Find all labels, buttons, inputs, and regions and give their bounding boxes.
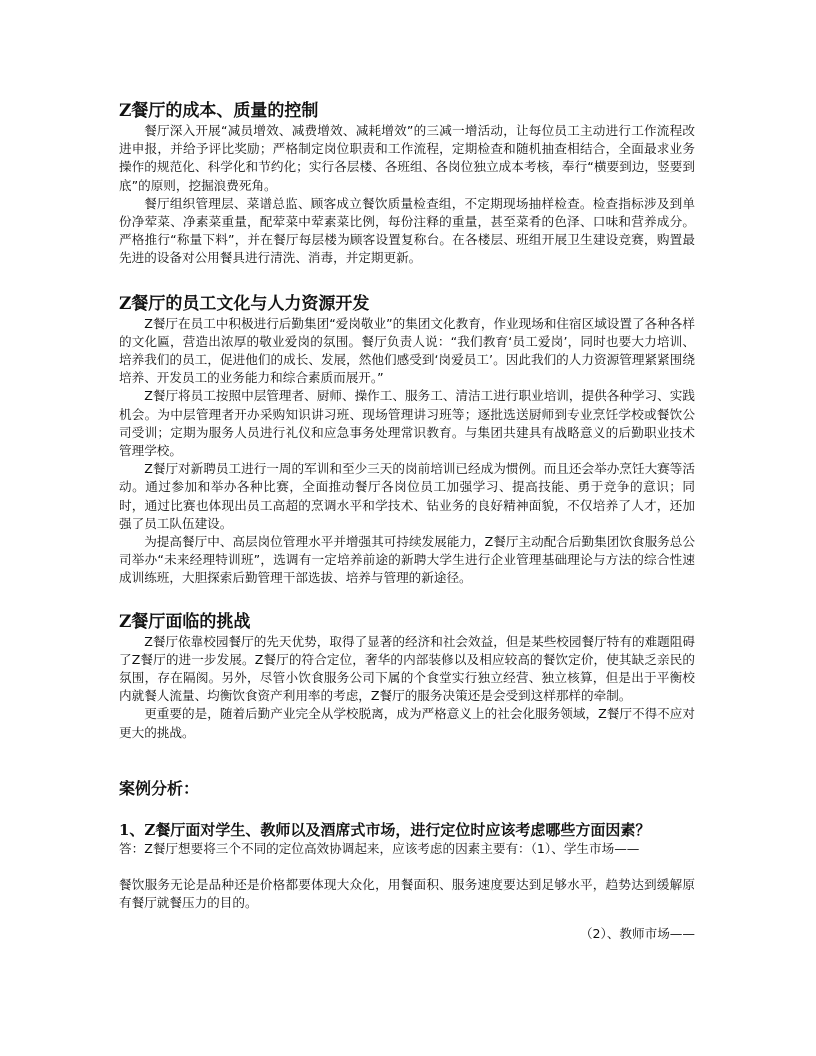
paragraph: 餐厅组织管理层、菜谱总监、顾客成立餐饮质量检查组，不定期现场抽样检查。检查指标涉及到单份净荤菜、净素菜重量，配荤菜中荤素菜比例，每份注释的重量，甚至菜肴的色泽、口味和营养成分。严格推行“称量下料”，并在餐厅每层楼为顾客设置复称台。在各楼层、班组开展卫生建设竞赛，购置最先进的设备对公用餐具进行清洗、消毒，并定期更新。 [119,195,695,266]
paragraph: Z餐厅对新聘员工进行一周的军训和至少三天的岗前培训已经成为惯例。而且还会举办烹饪大赛等活动。通过参加和举办各种比赛，全面推动餐厅各岗位员工加强学习、提高技能、勇于竞争的意识；同时，通过比赛也体现出员工高超的烹调水平和学技术、钻业务的良好精神面貌，不仅培养了人才，还加强了员工队伍建设。 [119,461,695,531]
case-analysis-heading: 案例分析： [119,778,200,798]
section-heading-challenges: Z餐厅面临的挑战 [119,611,251,632]
paragraph: 更重要的是，随着后勤产业完全从学校脱离，成为严格意义上的社会化服务领域，Z餐厅不得不应对更大的挑战。 [119,706,695,740]
section-heading-cost-quality: Z餐厅的成本、质量的控制 [119,101,319,121]
paragraph: 餐厅深入开展“减员增效、减费增效、减耗增效”的三减一增活动，让每位员工主动进行工作流程改进申报，并给予评比奖励；严格制定岗位职责和工作流程，定期检查和随机抽查相结合，全面最求业务操作的规范化、科学化和节约化；实行各层楼、各班组、各岗位独立成本考核，奉行“横要到边，竖要到底”的原则，挖掘浪费死角。 [119,123,695,193]
section-heading-staff-culture: Z餐厅的员工文化与人力资源开发 [119,293,370,314]
answer-intro: 答：Z餐厅想要将三个不同的定位高效协调起来，应该考虑的因素主要有：（1）、学生市场—— [119,840,640,856]
paragraph: Z餐厅将员工按照中层管理者、厨师、操作工、服务工、清洁工进行职业培训，提供各种学习、实践机会。为中层管理者开办采购知识讲习班、现场管理讲习班等；逐批选送厨师到专业烹饪学校或餐饮公司受训；定期为服务人员进行礼仪和应急事务处理常识教育。与集团共建具有战略意义的后勤职业技术管理学校。 [119,388,695,459]
document-page [119,96,695,943]
question-heading: 1、Z餐厅面对学生、教师以及酒席式市场，进行定位时应该考虑哪些方面因素？ [119,820,651,839]
paragraph: 为提高餐厅中、高层岗位管理水平并增强其可持续发展能力，Z餐厅主动配合后勤集团饮食服务总公司举办“未来经理特训班”，选调有一定培养前途的新聘大学生进行企业管理基础理论与方法的综合性速成训练班，大胆探索后勤管理干部选拔、培养与管理的新途径。 [119,534,695,586]
paragraph: Z餐厅依靠校园餐厅的先天优势，取得了显著的经济和社会效益，但是某些校园餐厅特有的难题阻碍了Z餐厅的进一步发展。Z餐厅的符合定位，奢华的内部装修以及相应较高的餐饮定价，使其缺乏亲民的氛围，存在隔阂。另外，尽管小饮食服务公司下属的个食堂实行独立经营、独立核算，但是出于平衡校内就餐人流量、均衡饮食资产利用率的考虑，Z餐厅的服务决策还是会受到这样那样的牵制。 [119,633,695,704]
answer-paragraph: 餐饮服务无论是品种还是价格都要体现大众化，用餐面积、服务速度要达到足够水平，趋势达到缓解原有餐厅就餐压力的目的。 [119,877,695,911]
paragraph: Z餐厅在员工中积极进行后勤集团“爱岗敬业”的集团文化教育，作业现场和住宿区域设置了各种各样的文化匾，营造出浓厚的敬业爱岗的氛围。餐厅负责人说：“我们教育‘员工爱岗’，同时也要大力培训、培养我们的员工，促进他们的成长、发展，然他们感受到‘岗爱员工’。因此我们的人力资源管理紧紧围绕培养、开发员工的业务能力和综合素质而展开。” [119,315,695,386]
answer-continuation: （2）、教师市场—— [579,926,695,942]
